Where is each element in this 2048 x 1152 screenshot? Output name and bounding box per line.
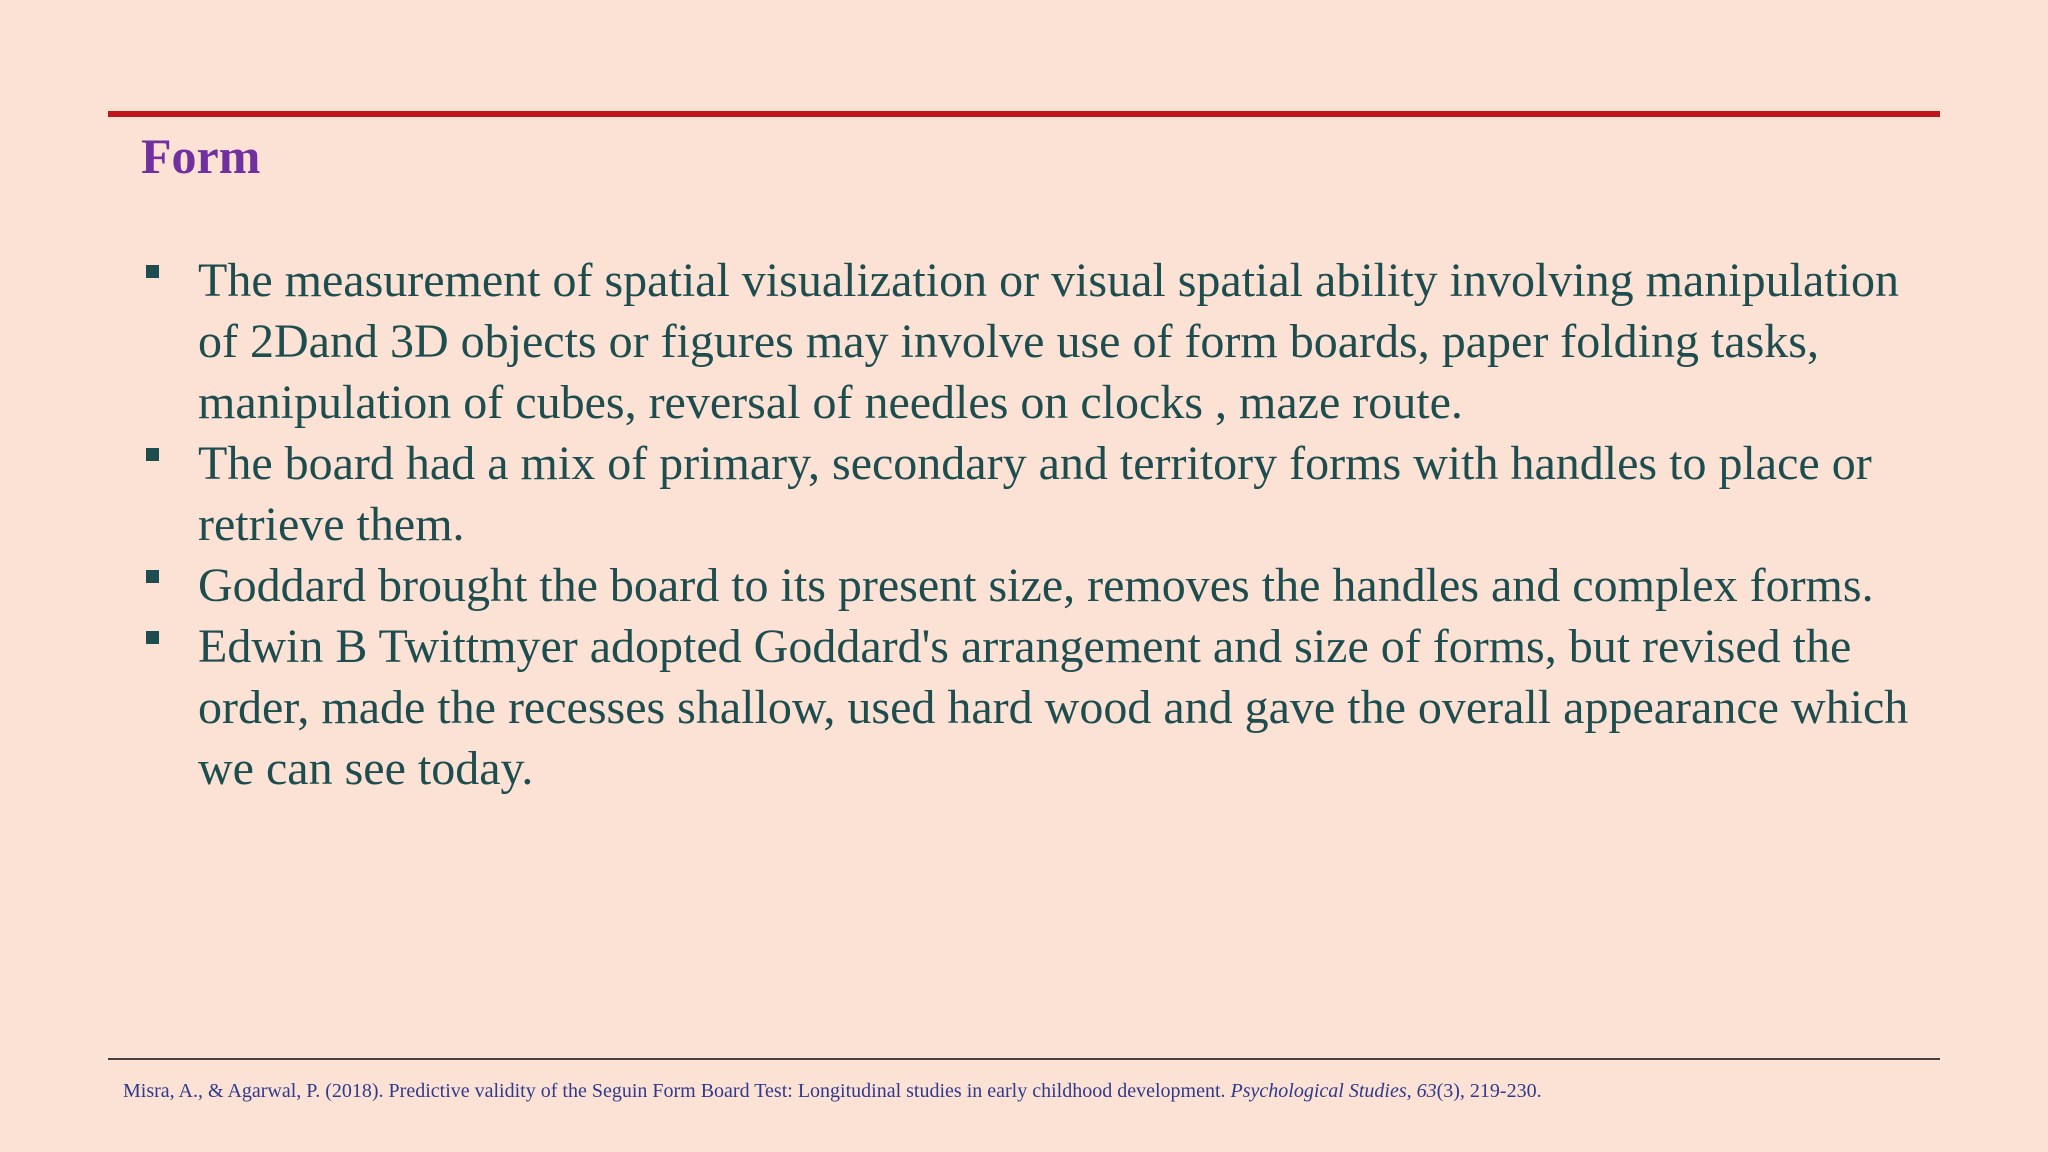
bullet-list bbox=[145, 250, 1945, 799]
title-divider bbox=[108, 111, 1940, 117]
citation-journal: Psychological Studies, 63 bbox=[1230, 1080, 1437, 1102]
footer-divider bbox=[108, 1058, 1940, 1060]
square-bullet-icon bbox=[146, 448, 159, 461]
bullet-text: Edwin B Twittmyer adopted Goddard's arrangement and size of forms, but revised the order, made the recesses shallow, used hard wood and gave the overall appearance which we can see today. bbox=[198, 620, 1909, 795]
bullet-text: The board had a mix of primary, secondary and territory forms with handles to place or retrieve them. bbox=[198, 437, 1872, 551]
bullet-item bbox=[145, 616, 1945, 799]
bullet-item bbox=[145, 555, 1945, 616]
citation bbox=[123, 1078, 1542, 1104]
bullet-item bbox=[145, 433, 1945, 555]
bullet-item bbox=[145, 250, 1945, 433]
citation-text: Misra, A., & Agarwal, P. (2018). Predictive validity of the Seguin Form Board Test: Longitudinal studies in early childhood development. bbox=[123, 1080, 1231, 1102]
citation-issue-pages: (3), 219-230. bbox=[1436, 1080, 1542, 1102]
square-bullet-icon bbox=[146, 570, 159, 583]
bullet-text: Goddard brought the board to its present size, removes the handles and complex forms. bbox=[198, 559, 1874, 612]
square-bullet-icon bbox=[146, 265, 159, 278]
square-bullet-icon bbox=[146, 631, 159, 644]
bullet-text: The measurement of spatial visualization or visual spatial ability involving manipulation of 2Dand 3D objects or figures may involve use of form boards, paper folding tasks, manipulation of cubes, reversal of needles on clocks , maze route. bbox=[198, 254, 1899, 429]
slide-title: Form bbox=[141, 128, 261, 184]
